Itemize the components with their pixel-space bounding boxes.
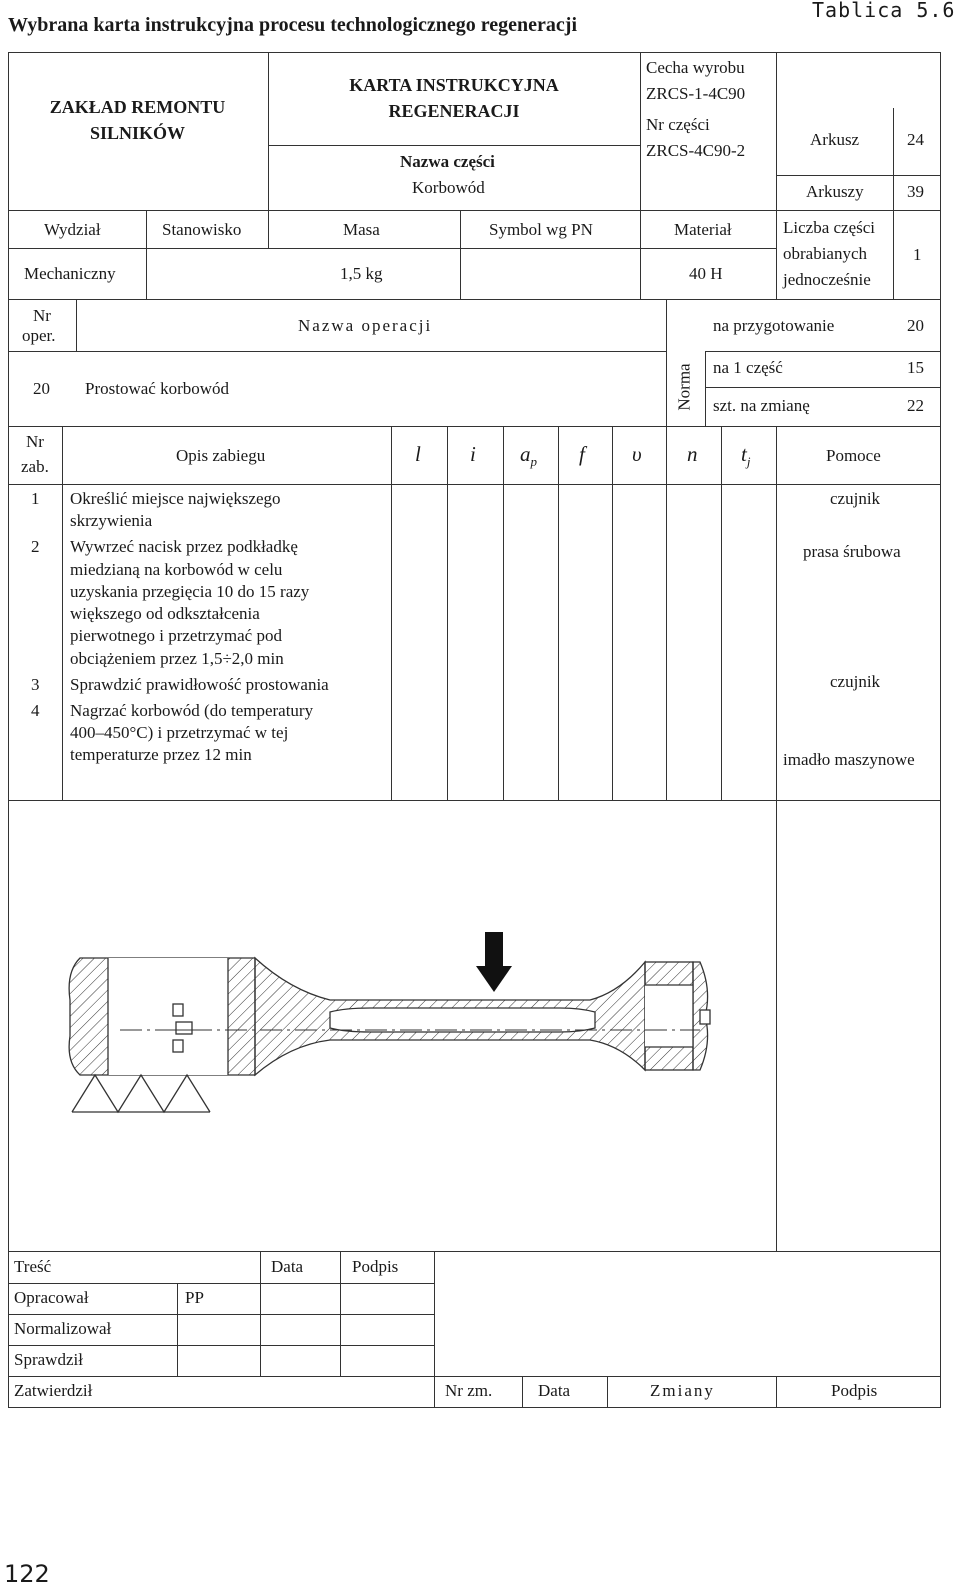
step-aid: prasa śrubowa: [803, 542, 901, 561]
step-line: Sprawdzić prawidłowość prostowania: [70, 675, 329, 694]
step-nr: 1: [31, 489, 40, 508]
approved-label: Zatwierdził: [14, 1381, 93, 1400]
material-label: Materiał: [674, 220, 732, 239]
material-value: 40 H: [689, 264, 723, 283]
col-ap-sub: p: [530, 454, 537, 470]
checked-label: Sprawdził: [14, 1350, 83, 1369]
desc-label: Opis zabiegu: [176, 446, 266, 465]
part-name-label: Nazwa części: [400, 152, 495, 171]
prepared-label: Opracował: [14, 1288, 89, 1307]
content-label: Treść: [14, 1257, 52, 1276]
prep-value: 20: [907, 316, 924, 335]
mass-label: Masa: [343, 220, 380, 239]
company-name: ZAKŁAD REMONTU SILNIKÓW: [49, 97, 226, 143]
prepared-value: PP: [185, 1288, 204, 1307]
count-label-2: obrabianych: [783, 244, 868, 263]
dept-label: Wydział: [44, 220, 101, 239]
prep-label: na przygotowanie: [713, 316, 835, 335]
page-number: 122: [4, 1560, 50, 1588]
support-prisms-icon: [72, 1075, 210, 1112]
step-nr-label-1: Nr: [26, 432, 44, 451]
step-line: miedzianą na korbowód w celu: [70, 560, 283, 579]
aids-label: Pomoce: [826, 446, 881, 465]
step-line: pierwotnego i przetrzymać pod: [70, 626, 282, 645]
col-i: i: [470, 442, 476, 466]
step-nr-label-2: zab.: [21, 457, 49, 476]
step-line: Wywrzeć nacisk przez podkładkę: [70, 537, 298, 556]
step-line: uzyskania przegięcia 10 do 15 razy: [70, 582, 310, 601]
step-line: większego od odkształcenia: [70, 604, 260, 623]
step-line: Nagrzać korbowód (do temperatury: [70, 701, 314, 720]
col-l: l: [415, 442, 421, 466]
normalized-label: Normalizował: [14, 1319, 112, 1338]
step-nr: 2: [31, 537, 40, 556]
table-label: Tablica 5.6: [812, 0, 956, 22]
change-date-label: Data: [538, 1381, 571, 1400]
count-label-3: jednocześnie: [783, 270, 871, 289]
step-aid: czujnik: [830, 489, 881, 508]
step-nr: 3: [31, 675, 40, 694]
page-title: Wybrana karta instrukcyjna procesu technologicznego regeneracji: [8, 14, 578, 36]
step-line: obciążeniem przez 1,5÷2,0 min: [70, 649, 284, 668]
part-no-label: Nr części: [646, 115, 710, 134]
product-label: Cecha wyrobu: [646, 58, 745, 77]
change-signature-label: Podpis: [831, 1381, 878, 1400]
product-value: ZRCS-1-4C90: [646, 84, 746, 103]
press-arrow-icon: [476, 932, 512, 992]
shank-outline: [255, 958, 645, 1075]
small-end-outline: [645, 962, 710, 1070]
op-nr-value: 20: [33, 379, 50, 398]
count-label-1: Liczba części: [783, 218, 876, 237]
count-value: 1: [913, 245, 922, 264]
changes-label: Zmiany: [650, 1381, 715, 1400]
date-label: Data: [271, 1257, 304, 1276]
per-part-label: na 1 część: [713, 358, 783, 377]
part-name: Korbowód: [412, 178, 485, 197]
step-aid: imadło maszynowe: [783, 750, 915, 769]
op-name-label: Nazwa operacji: [298, 316, 433, 335]
part-no-value: ZRCS-4C90-2: [646, 141, 746, 160]
col-tj-sub: j: [746, 454, 751, 470]
sheets-label: Arkuszy: [806, 182, 864, 201]
sheet-value: 24: [907, 130, 924, 149]
per-shift-value: 22: [907, 396, 924, 415]
symbol-label: Symbol wg PN: [489, 220, 593, 239]
norm-label: Norma: [674, 363, 694, 411]
col-v: υ: [632, 442, 642, 466]
op-nr-label-1: Nr: [33, 306, 51, 325]
step-line: skrzywienia: [70, 511, 153, 530]
col-f: f: [579, 442, 585, 466]
signature-label: Podpis: [352, 1257, 399, 1276]
card-title: KARTA INSTRUKCYJNA REGENERACJI: [349, 75, 559, 121]
col-ap-main: a: [520, 442, 531, 466]
op-name-value: Prostować korbowód: [85, 379, 230, 398]
step-line: 400–450°C) i przetrzymać w tej: [70, 723, 289, 742]
step-line: temperaturze przez 12 min: [70, 745, 252, 764]
station-label: Stanowisko: [162, 220, 242, 239]
step-aid: czujnik: [830, 672, 881, 691]
step-nr: 4: [31, 701, 40, 720]
dept-value: Mechaniczny: [24, 264, 116, 283]
mass-value: 1,5 kg: [340, 264, 383, 283]
col-n: n: [687, 442, 698, 466]
sheet-label: Arkusz: [810, 130, 860, 149]
big-end-outline: [69, 958, 255, 1075]
step-line: Określić miejsce największego: [70, 489, 281, 508]
per-shift-label: szt. na zmianę: [713, 396, 810, 415]
op-nr-label-2: oper.: [22, 326, 56, 345]
per-part-value: 15: [907, 358, 924, 377]
sheets-value: 39: [907, 182, 924, 201]
change-no-label: Nr zm.: [445, 1381, 493, 1400]
col-tj-main: t: [741, 442, 747, 466]
